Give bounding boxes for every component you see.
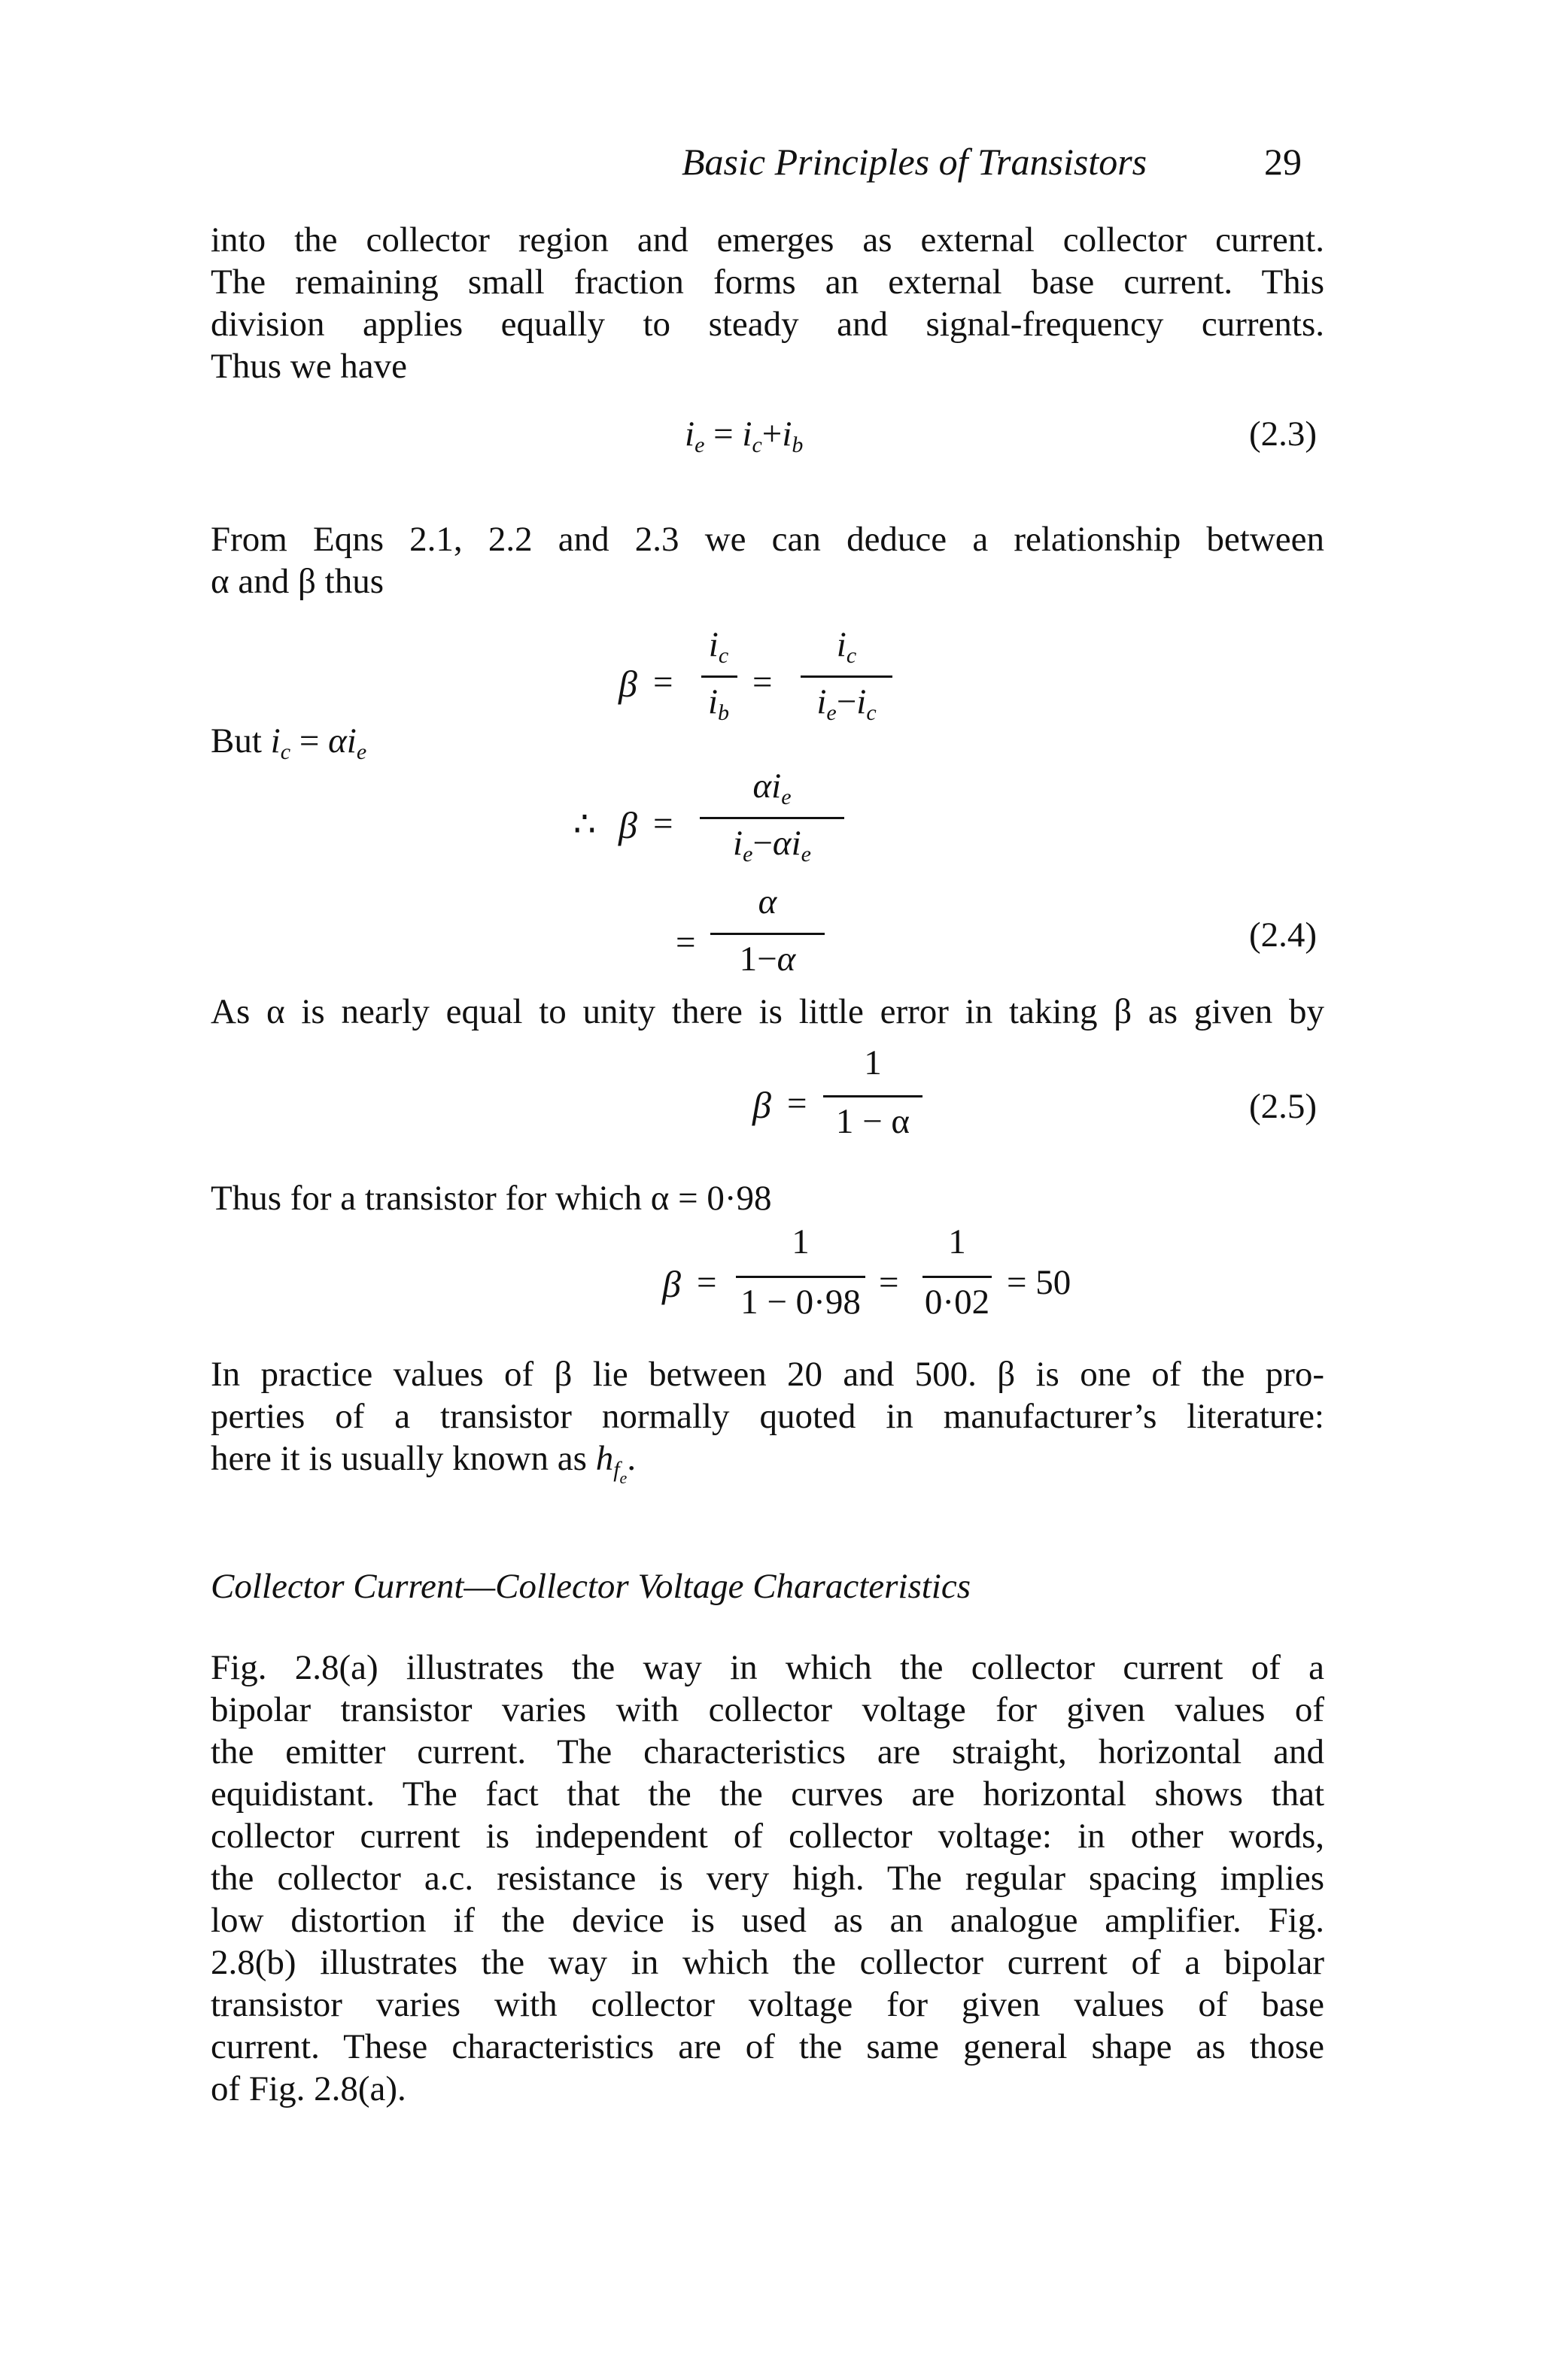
paragraph-3: As α is nearly equal to unity there is little error in taking β as given by: [211, 992, 1324, 1031]
equation-number: (2.5): [1249, 1087, 1318, 1126]
equation-number: (2.4): [1249, 915, 1318, 955]
text-line: the collector a.c. resistance is very high. The regular spacing implies: [211, 1859, 1324, 1898]
text-line: equidistant. The fact that the the curves are horizontal shows that: [211, 1774, 1324, 1814]
text-line: bipolar transistor varies with collector voltage for given values of: [211, 1690, 1324, 1729]
page-number: 29: [1264, 141, 1302, 183]
text-line: Fig. 2.8(a) illustrates the way in which the collector current of a: [211, 1648, 1324, 1687]
numerator: 1: [948, 1222, 966, 1261]
text-line: The remaining small fraction forms an external base current. This: [211, 263, 1324, 302]
therefore-symbol: ∴: [573, 805, 596, 844]
section-heading: Collector Current—Collector Voltage Characteristics: [211, 1567, 971, 1606]
but-clause: But $i_c = \alpha i_e$: [211, 721, 367, 764]
text-line: division applies equally to steady and signal-frequency currents.: [211, 305, 1324, 344]
text-line: α and β thus: [211, 562, 384, 601]
text-line: of Fig. 2.8(a).: [211, 2069, 406, 2108]
denominator: 1 − α: [835, 1102, 910, 1141]
text-line: perties of a transistor normally quoted in manufacturer’s literature:: [211, 1397, 1324, 1436]
result: = 50: [1007, 1263, 1071, 1302]
text-line: From Eqns 2.1, 2.2 and 2.3 we can deduce a relationship between: [211, 520, 1324, 559]
numerator: 1: [864, 1043, 882, 1082]
paragraph-4: Thus for a transistor for which α = 0·98: [211, 1179, 772, 1218]
text-line: the emitter current. The characteristics are straight, horizontal and: [211, 1732, 1324, 1771]
text-line: transistor varies with collector voltage for given values of base: [211, 1985, 1324, 2024]
text-line: current. These characteristics are of the same general shape as those: [211, 2027, 1324, 2066]
numerator: 1: [792, 1222, 810, 1261]
denominator: 1 − 0·98: [740, 1283, 861, 1322]
text-line: low distortion if the device is used as an analogue amplifier. Fig.: [211, 1901, 1324, 1940]
text-line: In practice values of β lie between 20 and 500. β is one of the pro-: [211, 1355, 1324, 1394]
denominator: 0·02: [924, 1283, 990, 1322]
text-line: collector current is independent of collector voltage: in other words,: [211, 1817, 1324, 1856]
equation-number: (2.3): [1249, 414, 1318, 454]
text-line: into the collector region and emerges as external collector current.: [211, 220, 1324, 260]
text-line: Thus we have: [211, 347, 408, 386]
running-header: Basic Principles of Transistors: [682, 141, 1147, 183]
but-label: But: [211, 721, 262, 760]
text-line: here it is usually known as $h_{f_e}$.: [211, 1439, 637, 1487]
text-line: 2.8(b) illustrates the way in which the collector current of a bipolar: [211, 1943, 1324, 1982]
equation-2-3: $i_e = i_c+i_b$: [685, 414, 804, 457]
